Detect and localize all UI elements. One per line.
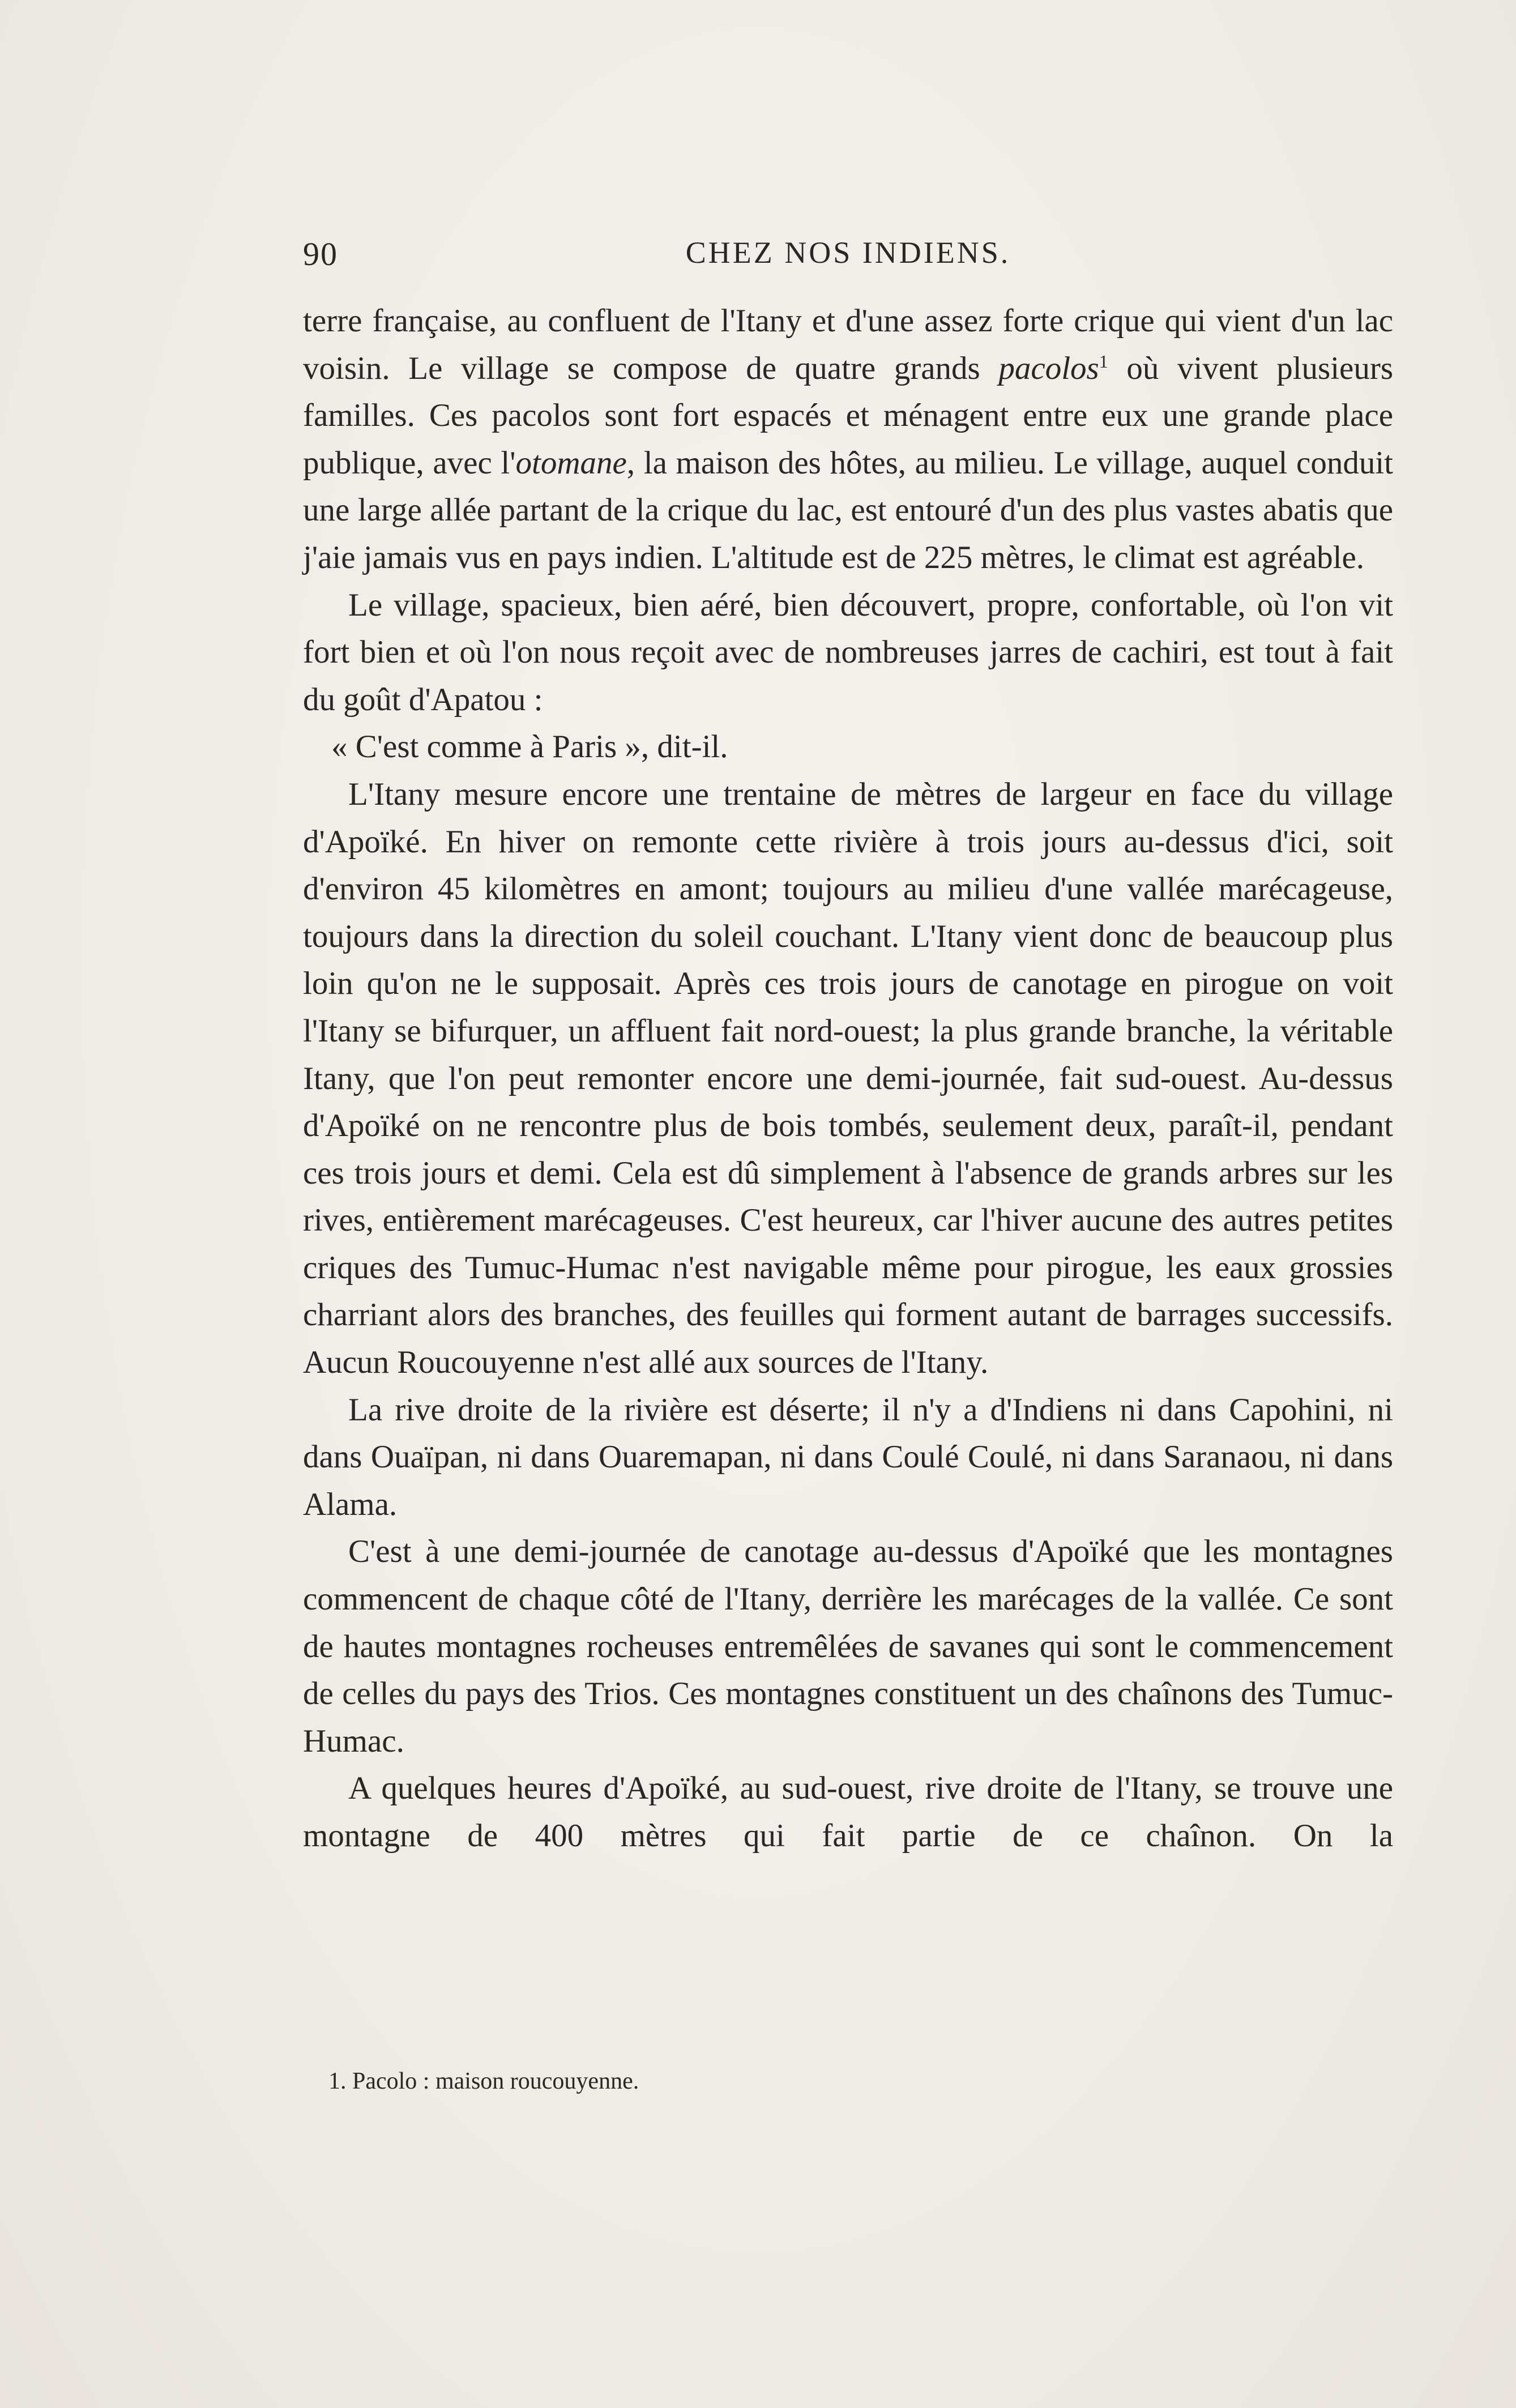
footnote: 1. Pacolo : maison roucouyenne. (328, 2068, 639, 2094)
page-number: 90 (303, 236, 338, 272)
paragraph-7: A quelques heures d'Apoïké, au sud-ouest, rive droite de l'Itany, se trouve une montagne de 400 mètres qui fait partie de ce chaînon. On la (303, 1770, 1393, 1854)
paragraph-2: Le village, spacieux, bien aéré, bien découvert, propre, confortable, où l'on vit fort bien et où l'on nous reçoit avec de nombreuses jarres de cachiri, est tout à fait du goût d'Apatou : (303, 587, 1393, 718)
paragraph-5: La rive droite de la rivière est déserte; il n'y a d'Indiens ni dans Capohini, ni dans Ouaïpan, ni dans Ouaremapan, ni dans Coulé Coulé, ni dans Saranaou, ni dans Alama. (303, 1391, 1393, 1522)
paragraph-4: L'Itany mesure encore une trentaine de mètres de largeur en face du village d'Apoïké. En hiver on remonte cette rivière à trois jours au-dessus d'ici, soit d'environ 45 kilomètres en amont; toujours au milieu d'une vallée marécageuse, toujours dans la direction du soleil couchant. L'Itany vient donc de beaucoup plus loin qu'on ne le supposait. Après ces trois jours de canotage en pirogue on voit l'Itany se bifurquer, un affluent fait nord-ouest; la plus grande branche, la véritable Itany, que l'on peut remonter encore une demi-journée, fait sud-ouest. Au-dessus d'Apoïké on ne rencontre plus de bois tombés, seulement deux, paraît-il, pendant ces trois jours et demi. Cela est dû simplement à l'absence de grands arbres sur les rives, entièrement marécageuses. C'est heureux, car l'hiver aucune des autres petites criques des Tumuc-Humac n'est navigable même pour pirogue, les eaux grossies charriant alors des branches, des feuilles qui forment autant de barrages successifs. Aucun Roucouyenne n'est allé aux sources de l'Itany. (303, 776, 1393, 1381)
running-header (303, 229, 1393, 280)
italic-term-otomane: otomane (515, 445, 627, 481)
footnote-reference: 1 (1099, 351, 1108, 372)
paragraph-1: terre française, au confluent de l'Itany et d'une assez forte crique qui vient d'un lac voisin. Le village se compose de quatre grands pacolos$^1$ où vivent plusieurs familles. Ces pacolos sont fort espacés et ménagent entre eux une grande place publique, avec l'otomane, la maison des hôtes, au milieu. Le village, auquel conduit une large allée partant de la crique du lac, est entouré d'un des plus vastes abatis que j'aie jamais vus en pays indien. L'altitude est de 225 mètres, le climat est agréable. (303, 303, 1394, 575)
paragraph-6: C'est à une demi-journée de canotage au-dessus d'Apoïké que les montagnes commencent de chaque côté de l'Itany, derrière les marécages de la vallée. Ce sont de hautes montagnes rocheuses entremêlées de savanes qui sont le commencement de celles du pays des Trios. Ces montagnes constituent un des chaînons des Tumuc-Humac. (303, 1534, 1393, 1759)
running-title: CHEZ NOS INDIENS. (685, 236, 1011, 270)
body-text (303, 297, 1393, 1860)
paragraph-quote: « C'est comme à Paris », dit-il. (331, 729, 728, 765)
italic-term-pacolos: pacolos (998, 350, 1099, 386)
